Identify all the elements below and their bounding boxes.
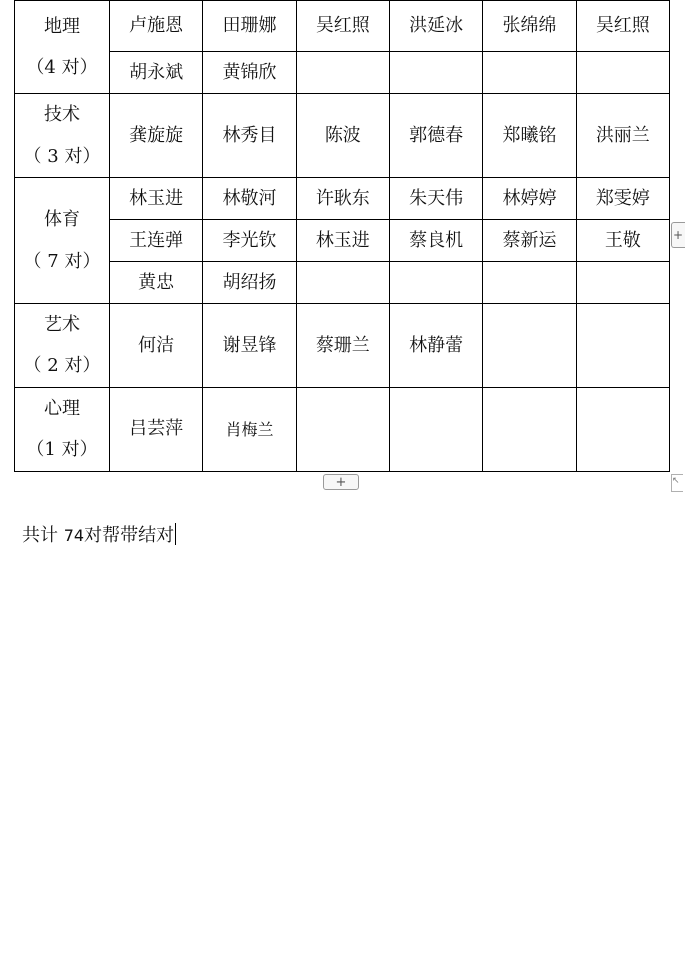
name-cell[interactable]: 李光钦 — [203, 220, 296, 262]
subject-name: 体育 — [44, 209, 80, 231]
subject-pair-count: （ 2 对） — [23, 355, 101, 377]
name-cell[interactable]: 林敬河 — [203, 178, 296, 220]
name-cell[interactable]: 黄锦欣 — [203, 52, 296, 94]
table-row — [15, 52, 670, 94]
pairing-table — [14, 0, 670, 472]
name-cell[interactable] — [389, 262, 482, 304]
name-cell[interactable]: 蔡良机 — [389, 220, 482, 262]
name-cell[interactable]: 胡永斌 — [110, 52, 203, 94]
name-cell[interactable]: 洪丽兰 — [576, 94, 669, 178]
name-cell[interactable] — [576, 52, 669, 94]
name-cell[interactable]: 卢施恩 — [110, 1, 203, 52]
name-cell[interactable]: 吴红照 — [296, 1, 389, 52]
name-cell[interactable]: 胡绍扬 — [203, 262, 296, 304]
name-cell[interactable]: 谢昱锋 — [203, 304, 296, 388]
subject-pair-count: （1 对） — [26, 439, 98, 461]
name-cell[interactable]: 王敬 — [576, 220, 669, 262]
subject-name: 地理 — [44, 15, 80, 37]
table-row — [15, 178, 670, 220]
summary-suffix: 对帮带结对 — [84, 525, 175, 546]
summary-prefix: 共计 — [22, 525, 58, 546]
table-resize-handle[interactable]: ↖ — [671, 474, 683, 492]
name-cell[interactable] — [576, 304, 669, 388]
name-cell[interactable] — [483, 387, 576, 471]
name-cell[interactable] — [296, 262, 389, 304]
add-column-button[interactable]: + — [671, 222, 685, 248]
name-cell[interactable]: 田珊娜 — [203, 1, 296, 52]
table-row — [15, 1, 670, 52]
subject-pair-count: （ 7 对） — [23, 250, 101, 272]
name-cell[interactable]: 郭德春 — [389, 94, 482, 178]
table-row — [15, 94, 670, 178]
summary-count: 74 — [63, 526, 85, 545]
subject-cell[interactable] — [15, 1, 110, 94]
name-cell[interactable]: 肖梅兰 — [203, 387, 296, 471]
name-cell[interactable]: 洪延冰 — [389, 1, 482, 52]
table-row — [15, 220, 670, 262]
table-row — [15, 387, 670, 471]
name-cell[interactable] — [483, 262, 576, 304]
name-cell[interactable]: 吴红照 — [576, 1, 669, 52]
name-cell[interactable]: 何洁 — [110, 304, 203, 388]
subject-name: 技术 — [44, 104, 80, 126]
subject-cell[interactable] — [15, 304, 110, 388]
subject-name: 艺术 — [44, 314, 80, 335]
name-cell[interactable]: 张绵绵 — [483, 1, 576, 52]
name-cell[interactable] — [576, 262, 669, 304]
name-cell[interactable]: 朱天伟 — [389, 178, 482, 220]
summary-paragraph[interactable] — [22, 522, 176, 550]
subject-cell[interactable] — [15, 94, 110, 178]
name-cell[interactable]: 龚旋旋 — [110, 94, 203, 178]
table-row — [15, 262, 670, 304]
subject-cell[interactable] — [15, 178, 110, 304]
name-cell[interactable]: 林静蕾 — [389, 304, 482, 388]
name-cell[interactable] — [483, 52, 576, 94]
name-cell[interactable]: 黄忠 — [110, 262, 203, 304]
text-cursor — [175, 523, 176, 545]
name-cell[interactable]: 林玉进 — [296, 220, 389, 262]
name-cell[interactable] — [296, 387, 389, 471]
name-cell[interactable]: 王连弹 — [110, 220, 203, 262]
name-cell[interactable] — [296, 52, 389, 94]
name-cell[interactable] — [483, 304, 576, 388]
subject-pair-count: （4 对） — [26, 57, 98, 78]
name-cell[interactable]: 郑雯婷 — [576, 178, 669, 220]
subject-name: 心理 — [44, 397, 80, 419]
subject-pair-count: （ 3 对） — [23, 145, 101, 167]
name-cell[interactable]: 郑曦铭 — [483, 94, 576, 178]
name-cell[interactable]: 林婷婷 — [483, 178, 576, 220]
name-cell[interactable]: 林玉进 — [110, 178, 203, 220]
name-cell[interactable]: 吕芸萍 — [110, 387, 203, 471]
name-cell[interactable]: 林秀目 — [203, 94, 296, 178]
table-row — [15, 304, 670, 388]
name-cell[interactable] — [389, 387, 482, 471]
name-cell[interactable]: 陈波 — [296, 94, 389, 178]
name-cell[interactable] — [576, 387, 669, 471]
subject-cell[interactable] — [15, 387, 110, 471]
name-cell[interactable]: 蔡珊兰 — [296, 304, 389, 388]
add-row-button[interactable]: + — [323, 474, 359, 490]
name-cell[interactable]: 蔡新运 — [483, 220, 576, 262]
name-cell[interactable] — [389, 52, 482, 94]
name-cell[interactable]: 许耿东 — [296, 178, 389, 220]
